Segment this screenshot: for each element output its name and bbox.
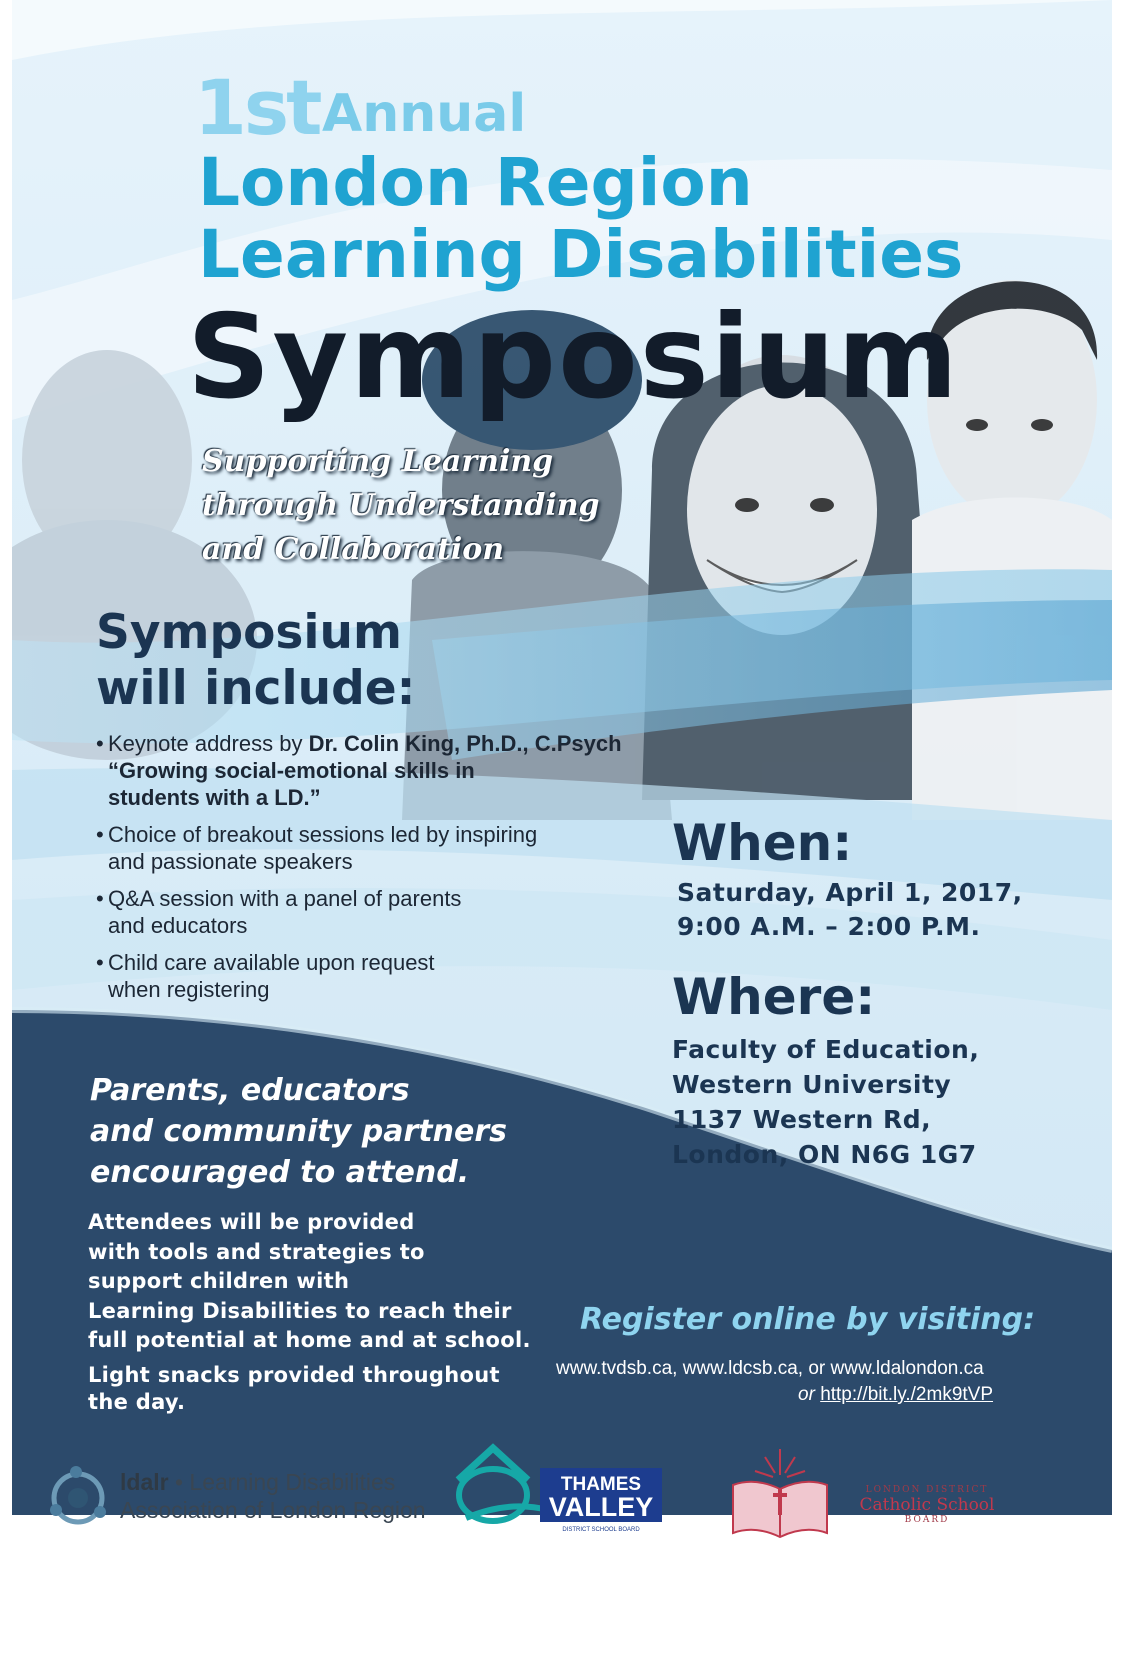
bullet-dot-icon: • <box>96 886 104 911</box>
snacks-line: the day. <box>88 1390 186 1414</box>
title-symposium: Symposium <box>187 290 961 425</box>
list-item <box>96 885 676 939</box>
ldcsb-crest-icon <box>725 1445 835 1541</box>
venue-line: Western University <box>672 1070 952 1099</box>
attendees-line: Attendees will be provided <box>88 1210 415 1234</box>
ldalr-name: ldalr • Learning Disabilities Association of London Region <box>120 1469 426 1523</box>
ldcsb-line: LONDON DISTRICT <box>865 1485 989 1495</box>
list-item <box>96 949 676 1003</box>
event-date: Saturday, April 1, 2017, <box>677 878 1023 907</box>
list-item <box>96 730 676 811</box>
bullet-dot-icon: • <box>96 950 104 975</box>
subtitle-line: Supporting Learning <box>202 444 554 479</box>
bullet-text: Keynote address by <box>108 731 309 756</box>
includes-heading-line: will include: <box>96 661 416 716</box>
subtitle-line: and Collaboration <box>202 532 505 567</box>
title-annual: Annual <box>322 84 527 144</box>
event-time: 9:00 A.M. – 2:00 P.M. <box>677 912 981 941</box>
snacks-line: Light snacks provided throughout <box>88 1363 500 1387</box>
address-line: 1137 Western Rd, <box>672 1105 932 1134</box>
tv-top-text: THAMES <box>560 1474 642 1495</box>
ldcsb-line: BOARD <box>904 1515 950 1525</box>
ldalr-line: Association of London Region <box>120 1497 426 1523</box>
bullet-dot-icon: • <box>96 731 104 756</box>
audience-line: encouraged to attend. <box>90 1155 470 1190</box>
ldcsb-name <box>842 1485 1012 1525</box>
includes-list <box>96 730 676 1013</box>
where-heading: Where: <box>672 968 876 1026</box>
audience-callout <box>90 1070 507 1193</box>
ldalr-abbr: ldalr <box>120 1469 169 1495</box>
short-link[interactable]: http://bit.ly./2mk9tVP <box>820 1384 994 1405</box>
bullet-text: and passionate speakers <box>108 849 353 874</box>
includes-heading-line: Symposium <box>96 605 402 660</box>
attendees-info <box>88 1208 531 1356</box>
tv-sub-text: DISTRICT SCHOOL BOARD <box>562 1527 640 1533</box>
venue-line: Faculty of Education, <box>672 1035 980 1064</box>
bullet-text: Choice of breakout sessions led by inspiring <box>108 822 538 847</box>
audience-line: Parents, educators <box>90 1073 410 1108</box>
audience-line: and community partners <box>90 1114 507 1149</box>
where-details <box>672 1032 979 1172</box>
title-ordinal: 1st <box>194 63 320 152</box>
register-heading: Register online by visiting: <box>580 1302 1036 1337</box>
symposium-poster <box>12 0 1112 1515</box>
ldcsb-line: Catholic School <box>859 1495 995 1515</box>
footer <box>0 1515 1125 1662</box>
bullet-text: when registering <box>108 977 270 1002</box>
snacks-info <box>88 1362 500 1416</box>
ldalr-line: Learning Disabilities <box>189 1469 396 1495</box>
attendees-line: with tools and strategies to <box>88 1239 425 1264</box>
ldalr-logo-icon <box>48 1462 114 1528</box>
attendees-line: full potential at home and at school. <box>88 1328 531 1352</box>
register-alt-link <box>798 1384 993 1406</box>
subtitle-line: through Understanding <box>202 488 600 523</box>
tv-main-text: VALLEY <box>548 1492 654 1522</box>
keynote-speaker: Dr. Colin King, Ph.D., C.Psych <box>308 731 622 756</box>
when-details <box>677 876 1023 944</box>
title-line-2: Learning Disabilities <box>198 216 964 293</box>
bullet-dot-icon: • <box>96 822 104 847</box>
bullet-text: Q&A session with a panel of parents <box>108 886 462 911</box>
title-line-1: London Region <box>198 144 753 221</box>
or-text: or <box>798 1384 815 1405</box>
keynote-title: “Growing social-emotional skills in <box>108 758 475 783</box>
bullet-text: Child care available upon request <box>108 950 435 975</box>
list-item <box>96 821 676 875</box>
attendees-line: Learning Disabilities to reach their <box>88 1298 512 1323</box>
includes-heading <box>96 605 415 717</box>
attendees-line: support children with <box>88 1269 350 1293</box>
when-heading: When: <box>672 814 853 872</box>
bullet-text: and educators <box>108 913 248 938</box>
keynote-title: students with a LD.” <box>108 785 321 810</box>
subtitle <box>202 440 600 572</box>
thames-valley-logo <box>448 1440 670 1536</box>
address-line: London, ON N6G 1G7 <box>672 1140 977 1169</box>
register-urls[interactable]: www.tvdsb.ca, www.ldcsb.ca, or www.ldalondon.ca <box>556 1358 984 1379</box>
